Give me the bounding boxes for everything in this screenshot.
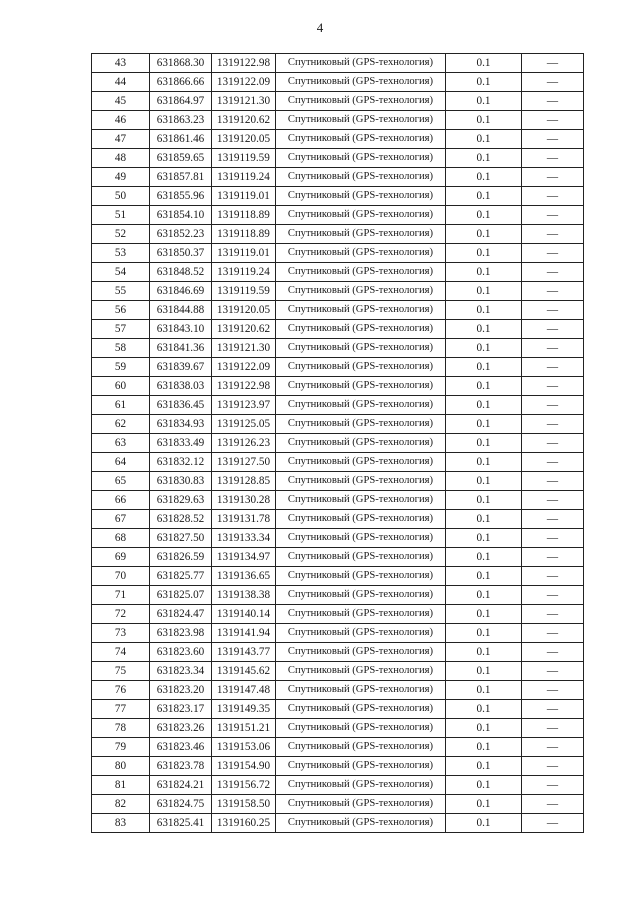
accuracy-cell: 0.1: [446, 643, 522, 662]
note-cell: —: [522, 282, 584, 301]
accuracy-cell: 0.1: [446, 358, 522, 377]
table-row: [92, 795, 584, 814]
x-coordinate-cell: 631824.47: [150, 605, 212, 624]
note-cell: —: [522, 206, 584, 225]
point-number-cell: 64: [92, 453, 150, 472]
table-row: [92, 168, 584, 187]
x-coordinate-cell: 631828.52: [150, 510, 212, 529]
y-coordinate-cell: 1319136.65: [212, 567, 276, 586]
note-cell: —: [522, 434, 584, 453]
point-number-cell: 71: [92, 586, 150, 605]
table-row: [92, 187, 584, 206]
table-row: [92, 73, 584, 92]
x-coordinate-cell: 631855.96: [150, 187, 212, 206]
accuracy-cell: 0.1: [446, 738, 522, 757]
table-row: [92, 738, 584, 757]
x-coordinate-cell: 631823.20: [150, 681, 212, 700]
y-coordinate-cell: 1319158.50: [212, 795, 276, 814]
y-coordinate-cell: 1319156.72: [212, 776, 276, 795]
accuracy-cell: 0.1: [446, 757, 522, 776]
method-cell: Спутниковый (GPS-технология): [276, 795, 446, 814]
method-cell: Спутниковый (GPS-технология): [276, 92, 446, 111]
method-cell: Спутниковый (GPS-технология): [276, 168, 446, 187]
table-row: [92, 339, 584, 358]
point-number-cell: 53: [92, 244, 150, 263]
x-coordinate-cell: 631824.75: [150, 795, 212, 814]
y-coordinate-cell: 1319121.30: [212, 92, 276, 111]
accuracy-cell: 0.1: [446, 700, 522, 719]
x-coordinate-cell: 631841.36: [150, 339, 212, 358]
method-cell: Спутниковый (GPS-технология): [276, 510, 446, 529]
note-cell: —: [522, 624, 584, 643]
table-row: [92, 757, 584, 776]
y-coordinate-cell: 1319140.14: [212, 605, 276, 624]
accuracy-cell: 0.1: [446, 510, 522, 529]
note-cell: —: [522, 681, 584, 700]
method-cell: Спутниковый (GPS-технология): [276, 320, 446, 339]
accuracy-cell: 0.1: [446, 282, 522, 301]
note-cell: —: [522, 567, 584, 586]
table-row: [92, 643, 584, 662]
method-cell: Спутниковый (GPS-технология): [276, 263, 446, 282]
y-coordinate-cell: 1319120.62: [212, 111, 276, 130]
table-row: [92, 206, 584, 225]
table-row: [92, 567, 584, 586]
x-coordinate-cell: 631863.23: [150, 111, 212, 130]
method-cell: Спутниковый (GPS-технология): [276, 738, 446, 757]
method-cell: Спутниковый (GPS-технология): [276, 662, 446, 681]
point-number-cell: 48: [92, 149, 150, 168]
point-number-cell: 81: [92, 776, 150, 795]
accuracy-cell: 0.1: [446, 814, 522, 833]
accuracy-cell: 0.1: [446, 434, 522, 453]
point-number-cell: 68: [92, 529, 150, 548]
point-number-cell: 77: [92, 700, 150, 719]
table-row: [92, 700, 584, 719]
x-coordinate-cell: 631857.81: [150, 168, 212, 187]
accuracy-cell: 0.1: [446, 453, 522, 472]
coordinates-table: [91, 53, 584, 833]
method-cell: Спутниковый (GPS-технология): [276, 415, 446, 434]
method-cell: Спутниковый (GPS-технология): [276, 396, 446, 415]
note-cell: —: [522, 244, 584, 263]
y-coordinate-cell: 1319154.90: [212, 757, 276, 776]
point-number-cell: 62: [92, 415, 150, 434]
y-coordinate-cell: 1319118.89: [212, 225, 276, 244]
note-cell: —: [522, 225, 584, 244]
y-coordinate-cell: 1319153.06: [212, 738, 276, 757]
note-cell: —: [522, 377, 584, 396]
x-coordinate-cell: 631846.69: [150, 282, 212, 301]
table-row: [92, 282, 584, 301]
method-cell: Спутниковый (GPS-технология): [276, 491, 446, 510]
method-cell: Спутниковый (GPS-технология): [276, 282, 446, 301]
x-coordinate-cell: 631864.97: [150, 92, 212, 111]
point-number-cell: 69: [92, 548, 150, 567]
table-row: [92, 434, 584, 453]
accuracy-cell: 0.1: [446, 320, 522, 339]
x-coordinate-cell: 631826.59: [150, 548, 212, 567]
y-coordinate-cell: 1319122.09: [212, 73, 276, 92]
accuracy-cell: 0.1: [446, 681, 522, 700]
method-cell: Спутниковый (GPS-технология): [276, 472, 446, 491]
x-coordinate-cell: 631868.30: [150, 54, 212, 73]
x-coordinate-cell: 631834.93: [150, 415, 212, 434]
method-cell: Спутниковый (GPS-технология): [276, 624, 446, 643]
accuracy-cell: 0.1: [446, 586, 522, 605]
table-row: [92, 586, 584, 605]
point-number-cell: 57: [92, 320, 150, 339]
point-number-cell: 70: [92, 567, 150, 586]
method-cell: Спутниковый (GPS-технология): [276, 700, 446, 719]
note-cell: —: [522, 662, 584, 681]
y-coordinate-cell: 1319145.62: [212, 662, 276, 681]
method-cell: Спутниковый (GPS-технология): [276, 244, 446, 263]
method-cell: Спутниковый (GPS-технология): [276, 548, 446, 567]
accuracy-cell: 0.1: [446, 415, 522, 434]
x-coordinate-cell: 631861.46: [150, 130, 212, 149]
method-cell: Спутниковый (GPS-технология): [276, 149, 446, 168]
table-row: [92, 54, 584, 73]
note-cell: —: [522, 111, 584, 130]
y-coordinate-cell: 1319126.23: [212, 434, 276, 453]
accuracy-cell: 0.1: [446, 662, 522, 681]
y-coordinate-cell: 1319133.34: [212, 529, 276, 548]
note-cell: —: [522, 757, 584, 776]
y-coordinate-cell: 1319118.89: [212, 206, 276, 225]
x-coordinate-cell: 631825.07: [150, 586, 212, 605]
accuracy-cell: 0.1: [446, 149, 522, 168]
x-coordinate-cell: 631823.60: [150, 643, 212, 662]
y-coordinate-cell: 1319122.98: [212, 54, 276, 73]
y-coordinate-cell: 1319122.09: [212, 358, 276, 377]
x-coordinate-cell: 631825.41: [150, 814, 212, 833]
accuracy-cell: 0.1: [446, 548, 522, 567]
point-number-cell: 45: [92, 92, 150, 111]
point-number-cell: 50: [92, 187, 150, 206]
accuracy-cell: 0.1: [446, 472, 522, 491]
y-coordinate-cell: 1319120.62: [212, 320, 276, 339]
x-coordinate-cell: 631823.98: [150, 624, 212, 643]
table-row: [92, 358, 584, 377]
table-row: [92, 491, 584, 510]
method-cell: Спутниковый (GPS-технология): [276, 719, 446, 738]
accuracy-cell: 0.1: [446, 624, 522, 643]
method-cell: Спутниковый (GPS-технология): [276, 814, 446, 833]
method-cell: Спутниковый (GPS-технология): [276, 453, 446, 472]
point-number-cell: 66: [92, 491, 150, 510]
point-number-cell: 56: [92, 301, 150, 320]
table-row: [92, 244, 584, 263]
method-cell: Спутниковый (GPS-технология): [276, 605, 446, 624]
table-row: [92, 510, 584, 529]
table-row: [92, 415, 584, 434]
accuracy-cell: 0.1: [446, 529, 522, 548]
note-cell: —: [522, 453, 584, 472]
method-cell: Спутниковый (GPS-технология): [276, 434, 446, 453]
method-cell: Спутниковый (GPS-технология): [276, 206, 446, 225]
y-coordinate-cell: 1319120.05: [212, 130, 276, 149]
method-cell: Спутниковый (GPS-технология): [276, 301, 446, 320]
point-number-cell: 58: [92, 339, 150, 358]
table-row: [92, 377, 584, 396]
x-coordinate-cell: 631850.37: [150, 244, 212, 263]
accuracy-cell: 0.1: [446, 396, 522, 415]
accuracy-cell: 0.1: [446, 130, 522, 149]
note-cell: —: [522, 301, 584, 320]
table-row: [92, 111, 584, 130]
point-number-cell: 61: [92, 396, 150, 415]
y-coordinate-cell: 1319119.01: [212, 244, 276, 263]
y-coordinate-cell: 1319138.38: [212, 586, 276, 605]
point-number-cell: 51: [92, 206, 150, 225]
point-number-cell: 75: [92, 662, 150, 681]
note-cell: —: [522, 149, 584, 168]
x-coordinate-cell: 631844.88: [150, 301, 212, 320]
accuracy-cell: 0.1: [446, 795, 522, 814]
accuracy-cell: 0.1: [446, 187, 522, 206]
y-coordinate-cell: 1319120.05: [212, 301, 276, 320]
accuracy-cell: 0.1: [446, 92, 522, 111]
point-number-cell: 73: [92, 624, 150, 643]
note-cell: —: [522, 54, 584, 73]
accuracy-cell: 0.1: [446, 54, 522, 73]
table-row: [92, 681, 584, 700]
note-cell: —: [522, 548, 584, 567]
x-coordinate-cell: 631866.66: [150, 73, 212, 92]
accuracy-cell: 0.1: [446, 776, 522, 795]
accuracy-cell: 0.1: [446, 168, 522, 187]
accuracy-cell: 0.1: [446, 491, 522, 510]
x-coordinate-cell: 631823.78: [150, 757, 212, 776]
method-cell: Спутниковый (GPS-технология): [276, 776, 446, 795]
page-number: 4: [316, 20, 324, 35]
x-coordinate-cell: 631836.45: [150, 396, 212, 415]
y-coordinate-cell: 1319151.21: [212, 719, 276, 738]
x-coordinate-cell: 631823.26: [150, 719, 212, 738]
x-coordinate-cell: 631823.34: [150, 662, 212, 681]
accuracy-cell: 0.1: [446, 377, 522, 396]
x-coordinate-cell: 631827.50: [150, 529, 212, 548]
y-coordinate-cell: 1319119.24: [212, 168, 276, 187]
y-coordinate-cell: 1319127.50: [212, 453, 276, 472]
point-number-cell: 65: [92, 472, 150, 491]
note-cell: —: [522, 586, 584, 605]
method-cell: Спутниковый (GPS-технология): [276, 586, 446, 605]
point-number-cell: 52: [92, 225, 150, 244]
table-row: [92, 776, 584, 795]
note-cell: —: [522, 510, 584, 529]
table-row: [92, 719, 584, 738]
y-coordinate-cell: 1319119.59: [212, 149, 276, 168]
x-coordinate-cell: 631830.83: [150, 472, 212, 491]
point-number-cell: 46: [92, 111, 150, 130]
method-cell: Спутниковый (GPS-технология): [276, 225, 446, 244]
accuracy-cell: 0.1: [446, 244, 522, 263]
y-coordinate-cell: 1319125.05: [212, 415, 276, 434]
table-row: [92, 814, 584, 833]
y-coordinate-cell: 1319160.25: [212, 814, 276, 833]
table-row: [92, 149, 584, 168]
table-row: [92, 662, 584, 681]
note-cell: —: [522, 529, 584, 548]
y-coordinate-cell: 1319141.94: [212, 624, 276, 643]
note-cell: —: [522, 491, 584, 510]
table-row: [92, 225, 584, 244]
method-cell: Спутниковый (GPS-технология): [276, 358, 446, 377]
method-cell: Спутниковый (GPS-технология): [276, 643, 446, 662]
point-number-cell: 82: [92, 795, 150, 814]
point-number-cell: 59: [92, 358, 150, 377]
x-coordinate-cell: 631833.49: [150, 434, 212, 453]
accuracy-cell: 0.1: [446, 111, 522, 130]
note-cell: —: [522, 168, 584, 187]
method-cell: Спутниковый (GPS-технология): [276, 681, 446, 700]
x-coordinate-cell: 631839.67: [150, 358, 212, 377]
y-coordinate-cell: 1319122.98: [212, 377, 276, 396]
point-number-cell: 79: [92, 738, 150, 757]
x-coordinate-cell: 631823.46: [150, 738, 212, 757]
note-cell: —: [522, 358, 584, 377]
method-cell: Спутниковый (GPS-технология): [276, 130, 446, 149]
note-cell: —: [522, 92, 584, 111]
x-coordinate-cell: 631829.63: [150, 491, 212, 510]
method-cell: Спутниковый (GPS-технология): [276, 339, 446, 358]
point-number-cell: 47: [92, 130, 150, 149]
note-cell: —: [522, 187, 584, 206]
note-cell: —: [522, 738, 584, 757]
point-number-cell: 43: [92, 54, 150, 73]
accuracy-cell: 0.1: [446, 719, 522, 738]
table-row: [92, 301, 584, 320]
x-coordinate-cell: 631854.10: [150, 206, 212, 225]
note-cell: —: [522, 472, 584, 491]
table-row: [92, 130, 584, 149]
point-number-cell: 67: [92, 510, 150, 529]
accuracy-cell: 0.1: [446, 263, 522, 282]
method-cell: Спутниковый (GPS-технология): [276, 111, 446, 130]
point-number-cell: 80: [92, 757, 150, 776]
method-cell: Спутниковый (GPS-технология): [276, 757, 446, 776]
table-row: [92, 605, 584, 624]
table-row: [92, 624, 584, 643]
accuracy-cell: 0.1: [446, 206, 522, 225]
note-cell: —: [522, 605, 584, 624]
y-coordinate-cell: 1319119.59: [212, 282, 276, 301]
note-cell: —: [522, 643, 584, 662]
x-coordinate-cell: 631824.21: [150, 776, 212, 795]
note-cell: —: [522, 130, 584, 149]
method-cell: Спутниковый (GPS-технология): [276, 567, 446, 586]
point-number-cell: 63: [92, 434, 150, 453]
point-number-cell: 54: [92, 263, 150, 282]
accuracy-cell: 0.1: [446, 225, 522, 244]
note-cell: —: [522, 396, 584, 415]
table-row: [92, 548, 584, 567]
note-cell: —: [522, 263, 584, 282]
note-cell: —: [522, 776, 584, 795]
x-coordinate-cell: 631825.77: [150, 567, 212, 586]
table-row: [92, 396, 584, 415]
accuracy-cell: 0.1: [446, 605, 522, 624]
x-coordinate-cell: 631838.03: [150, 377, 212, 396]
note-cell: —: [522, 700, 584, 719]
x-coordinate-cell: 631848.52: [150, 263, 212, 282]
point-number-cell: 55: [92, 282, 150, 301]
point-number-cell: 44: [92, 73, 150, 92]
point-number-cell: 60: [92, 377, 150, 396]
y-coordinate-cell: 1319119.24: [212, 263, 276, 282]
note-cell: —: [522, 719, 584, 738]
method-cell: Спутниковый (GPS-технология): [276, 187, 446, 206]
note-cell: —: [522, 339, 584, 358]
note-cell: —: [522, 814, 584, 833]
point-number-cell: 76: [92, 681, 150, 700]
accuracy-cell: 0.1: [446, 567, 522, 586]
y-coordinate-cell: 1319130.28: [212, 491, 276, 510]
x-coordinate-cell: 631823.17: [150, 700, 212, 719]
point-number-cell: 74: [92, 643, 150, 662]
method-cell: Спутниковый (GPS-технология): [276, 377, 446, 396]
accuracy-cell: 0.1: [446, 73, 522, 92]
table-row: [92, 263, 584, 282]
y-coordinate-cell: 1319134.97: [212, 548, 276, 567]
note-cell: —: [522, 415, 584, 434]
y-coordinate-cell: 1319119.01: [212, 187, 276, 206]
y-coordinate-cell: 1319131.78: [212, 510, 276, 529]
y-coordinate-cell: 1319143.77: [212, 643, 276, 662]
table-row: [92, 92, 584, 111]
table-row: [92, 472, 584, 491]
x-coordinate-cell: 631832.12: [150, 453, 212, 472]
coordinates-table-body: [92, 54, 584, 833]
table-row: [92, 320, 584, 339]
accuracy-cell: 0.1: [446, 339, 522, 358]
method-cell: Спутниковый (GPS-технология): [276, 73, 446, 92]
y-coordinate-cell: 1319121.30: [212, 339, 276, 358]
y-coordinate-cell: 1319149.35: [212, 700, 276, 719]
y-coordinate-cell: 1319147.48: [212, 681, 276, 700]
accuracy-cell: 0.1: [446, 301, 522, 320]
note-cell: —: [522, 73, 584, 92]
y-coordinate-cell: 1319123.97: [212, 396, 276, 415]
x-coordinate-cell: 631852.23: [150, 225, 212, 244]
point-number-cell: 78: [92, 719, 150, 738]
x-coordinate-cell: 631859.65: [150, 149, 212, 168]
note-cell: —: [522, 320, 584, 339]
point-number-cell: 83: [92, 814, 150, 833]
y-coordinate-cell: 1319128.85: [212, 472, 276, 491]
method-cell: Спутниковый (GPS-технология): [276, 529, 446, 548]
method-cell: Спутниковый (GPS-технология): [276, 54, 446, 73]
table-row: [92, 453, 584, 472]
point-number-cell: 49: [92, 168, 150, 187]
table-row: [92, 529, 584, 548]
point-number-cell: 72: [92, 605, 150, 624]
note-cell: —: [522, 795, 584, 814]
x-coordinate-cell: 631843.10: [150, 320, 212, 339]
